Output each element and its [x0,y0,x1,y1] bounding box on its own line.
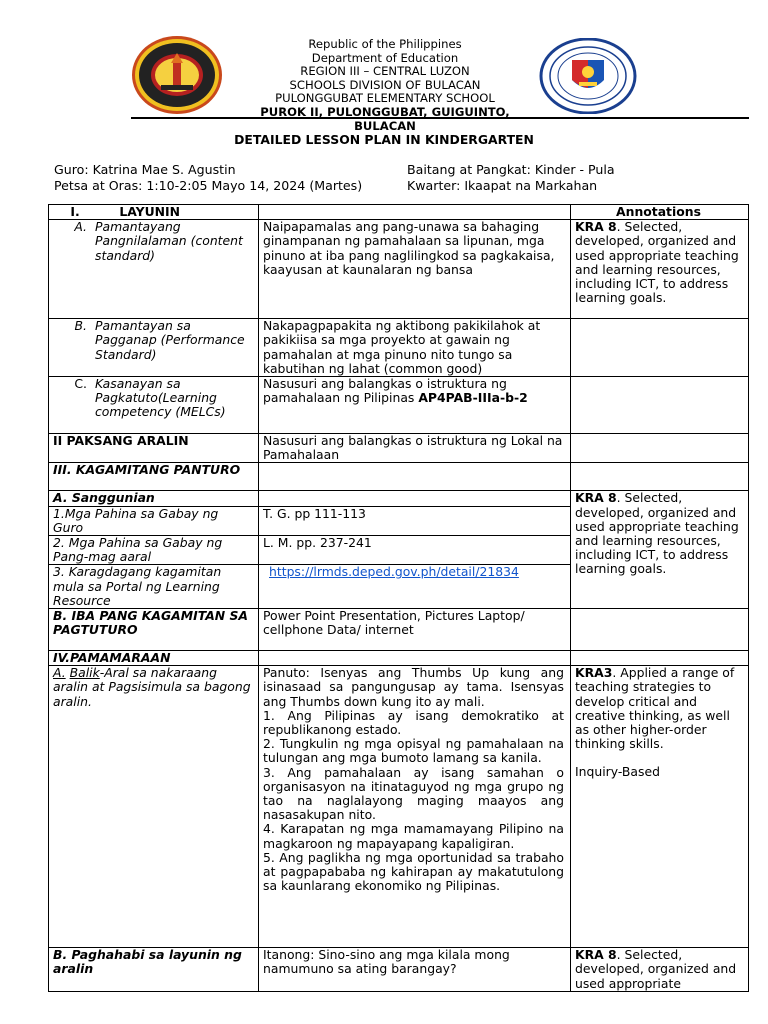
sanggunian-label: A. Sanggunian [49,491,259,506]
info-left [54,162,362,194]
learning-competency-text: Nasusuri ang balangkas o istruktura ng pamahalaan ng Pilipinas AP4PAB-IIIa-b-2 [259,377,571,434]
info-right [407,162,615,194]
quarter: Kwarter: Ikaapat na Markahan [407,178,598,193]
header-line-department: Department of Education [311,50,459,65]
table-row: C. Kasanayan sa Pagkatuto(Learning competency (MELCs) Nasusuri ang balangkas o istruktura ng pamahalaan ng Pilipinas AP4PAB-IIIa-b-2 [49,377,749,434]
table-row: A. Pamantayang Pangnilalaman (content standard) Naipapamalas ang pang-unawa sa bahaging ginampanan ng pamahalaan sa lipunan, mga pinuno at iba pang naglilingkod sa pagkakaisa, kaayusan at kaunalaran ng bansa KRA 8. Selected, developed, organized and used appropriate teaching and learning resources, including ICT, to address learning goals. [49,220,749,319]
lrmds-link[interactable]: https://lrmds.deped.gov.ph/detail/21834 [269,564,519,580]
header-line-region: REGION III – CENTRAL LUZON [300,64,470,79]
karagdagan-label: 3. Karagdagang kagamitan mula sa Portal ng Learning Resource [49,565,259,609]
panuto-text: Panuto: Isenyas ang Thumbs Up kung ang isinasaad sa pangungusap ay tama. Isensyas ang Thumbs down kung ito ay mali. [263,665,564,709]
header-line-school: PULONGGUBAT ELEMENTARY SCHOOL [275,91,495,106]
school-seal-logo [131,35,223,115]
balik-aral-label: A. Balik-Aral sa nakaraang aralin at Pagsisimula sa bagong aralin. [49,666,259,948]
table-row [49,666,749,948]
gabay-guro-value: T. G. pp 111-113 [259,506,571,535]
document-title: DETAILED LESSON PLAN IN KINDERGARTEN [234,132,534,147]
pamamaraan-label: IV.PAMAMARAAN [49,651,259,666]
iba-pang-kagamitan-label: B. IBA PANG KAGAMITAN SA PAGTUTURO [49,609,259,651]
paghahabi-label: B. Paghahabi sa layunin ng aralin [49,948,259,992]
table-row [49,609,749,651]
gabay-guro-label: 1.Mga Pahina sa Gabay ng Guro [49,506,259,535]
gabay-aaral-label: 2. Mga Pahina sa Gabay ng Pang-mag aaral [49,536,259,565]
header-line-division: SCHOOLS DIVISION OF BULACAN [289,77,481,92]
balik-aral-content [259,666,571,948]
table-row [49,205,749,220]
deped-seal-logo [539,38,637,114]
header-line-address: PUROK II, PULONGGUBAT, GUIGUINTO, BULACAN [260,104,510,133]
kagamitang-panturo-label: III. KAGAMITANG PANTURO [49,463,259,491]
kra3-annotation: KRA3. Applied a range of teaching strategies to develop critical and creative thinking, as well as other higher-order thinking skills. Inquiry-Based [571,666,749,948]
lesson-plan-table [48,204,749,992]
competency-code: AP4PAB-IIIa-b-2 [418,390,528,406]
layunin-header: I. LAYUNIN [49,205,259,220]
list-item: 2. Tungkulin ng mga opisyal ng pamahalaan na tulungan ang mga bumoto lamang sa kanila. [263,736,564,766]
kra8-annotation: KRA 8. Selected, developed, organized and used appropriate teaching and learning resources, including ICT, to address learning goals. [571,220,749,319]
kra8-annotation-3: KRA 8. Selected, developed, organized and used appropriate [571,948,749,992]
gabay-aaral-value: L. M. pp. 237-241 [259,536,571,565]
paghahabi-content: Itanong: Sino-sino ang mga kilala mong namumuno sa ating barangay? [259,948,571,992]
table-row [49,651,749,666]
performance-standard-text: Nakapagpapakita ng aktibong pakikilahok at pakikiisa sa mga proyekto at gawain ng pamahalan at mga pinuno nito tungo sa kabutihan ng lahat (common good) [259,319,571,377]
paksang-aralin-text: Nasusuri ang balangkas o istruktura ng Lokal na Pamahalaan [259,434,571,463]
grade-section: Baitang at Pangkat: Kinder - Pula [407,162,615,177]
list-item: 1. Ang Pilipinas ay isang demokratiko at republikanong estado. [263,707,564,738]
date-time: Petsa at Oras: 1:10-2:05 Mayo 14, 2024 (Martes) [54,178,363,193]
inquiry-based-text: Inquiry-Based [575,764,660,780]
annotations-header: Annotations [571,205,749,220]
header-line-republic: Republic of the Philippines [308,37,462,51]
table-row [49,463,749,491]
list-item: 5. Ang paglikha ng mga oportunidad sa trabaho at pagpapababa ng kahirapan ay makatutulong sa kaunlarang ekonomiko ng Pilipinas. [263,849,564,894]
content-standard-label: Pamantayang Pangnilalaman (content standard) [95,219,243,263]
iba-pang-kagamitan-value: Power Point Presentation, Pictures Laptop/ cellphone Data/ internet [259,609,571,651]
teacher-name: Guro: Katrina Mae S. Agustin [54,162,236,177]
table-row: B. Pamantayan sa Pagganap (Performance Standard) Nakapagpapakita ng aktibong pakikilahok at pakikiisa sa mga proyekto at gawain ng pamahalan at mga pinuno nito tungo sa kabutihan ng lahat (common good) [49,319,749,377]
table-row [49,948,749,992]
paksang-aralin-label: II PAKSANG ARALIN [49,434,259,463]
table-row [49,434,749,463]
content-standard-text: Naipapamalas ang pang-unawa sa bahaging ginampanan ng pamahalaan sa lipunan, mga pinuno at iba pang naglilingkod sa pagkakaisa, kaayusan at kaunalaran ng bansa [259,220,571,319]
table-row [49,491,749,506]
list-item: 3. Ang pamahalaan ay isang samahan o organisasyon na itinataguyod ng mga grupo ng tao na naglalayong maging maayos ang nasasakupan nito. [263,764,564,823]
learning-competency-label: Kasanayan sa Pagkatuto(Learning competency (MELCs) [95,376,226,420]
performance-standard-label: Pamantayan sa Pagganap (Performance Standard) [95,318,245,362]
header-divider [131,117,749,119]
kra8-annotation-2: KRA 8. Selected, developed, organized and used appropriate teaching and learning resources, including ICT, to address learning goals. [571,491,749,609]
list-item: 4. Karapatan ng mga mamamayang Pilipino na magkaroon ng mapayapang kapaligiran. [263,821,564,851]
